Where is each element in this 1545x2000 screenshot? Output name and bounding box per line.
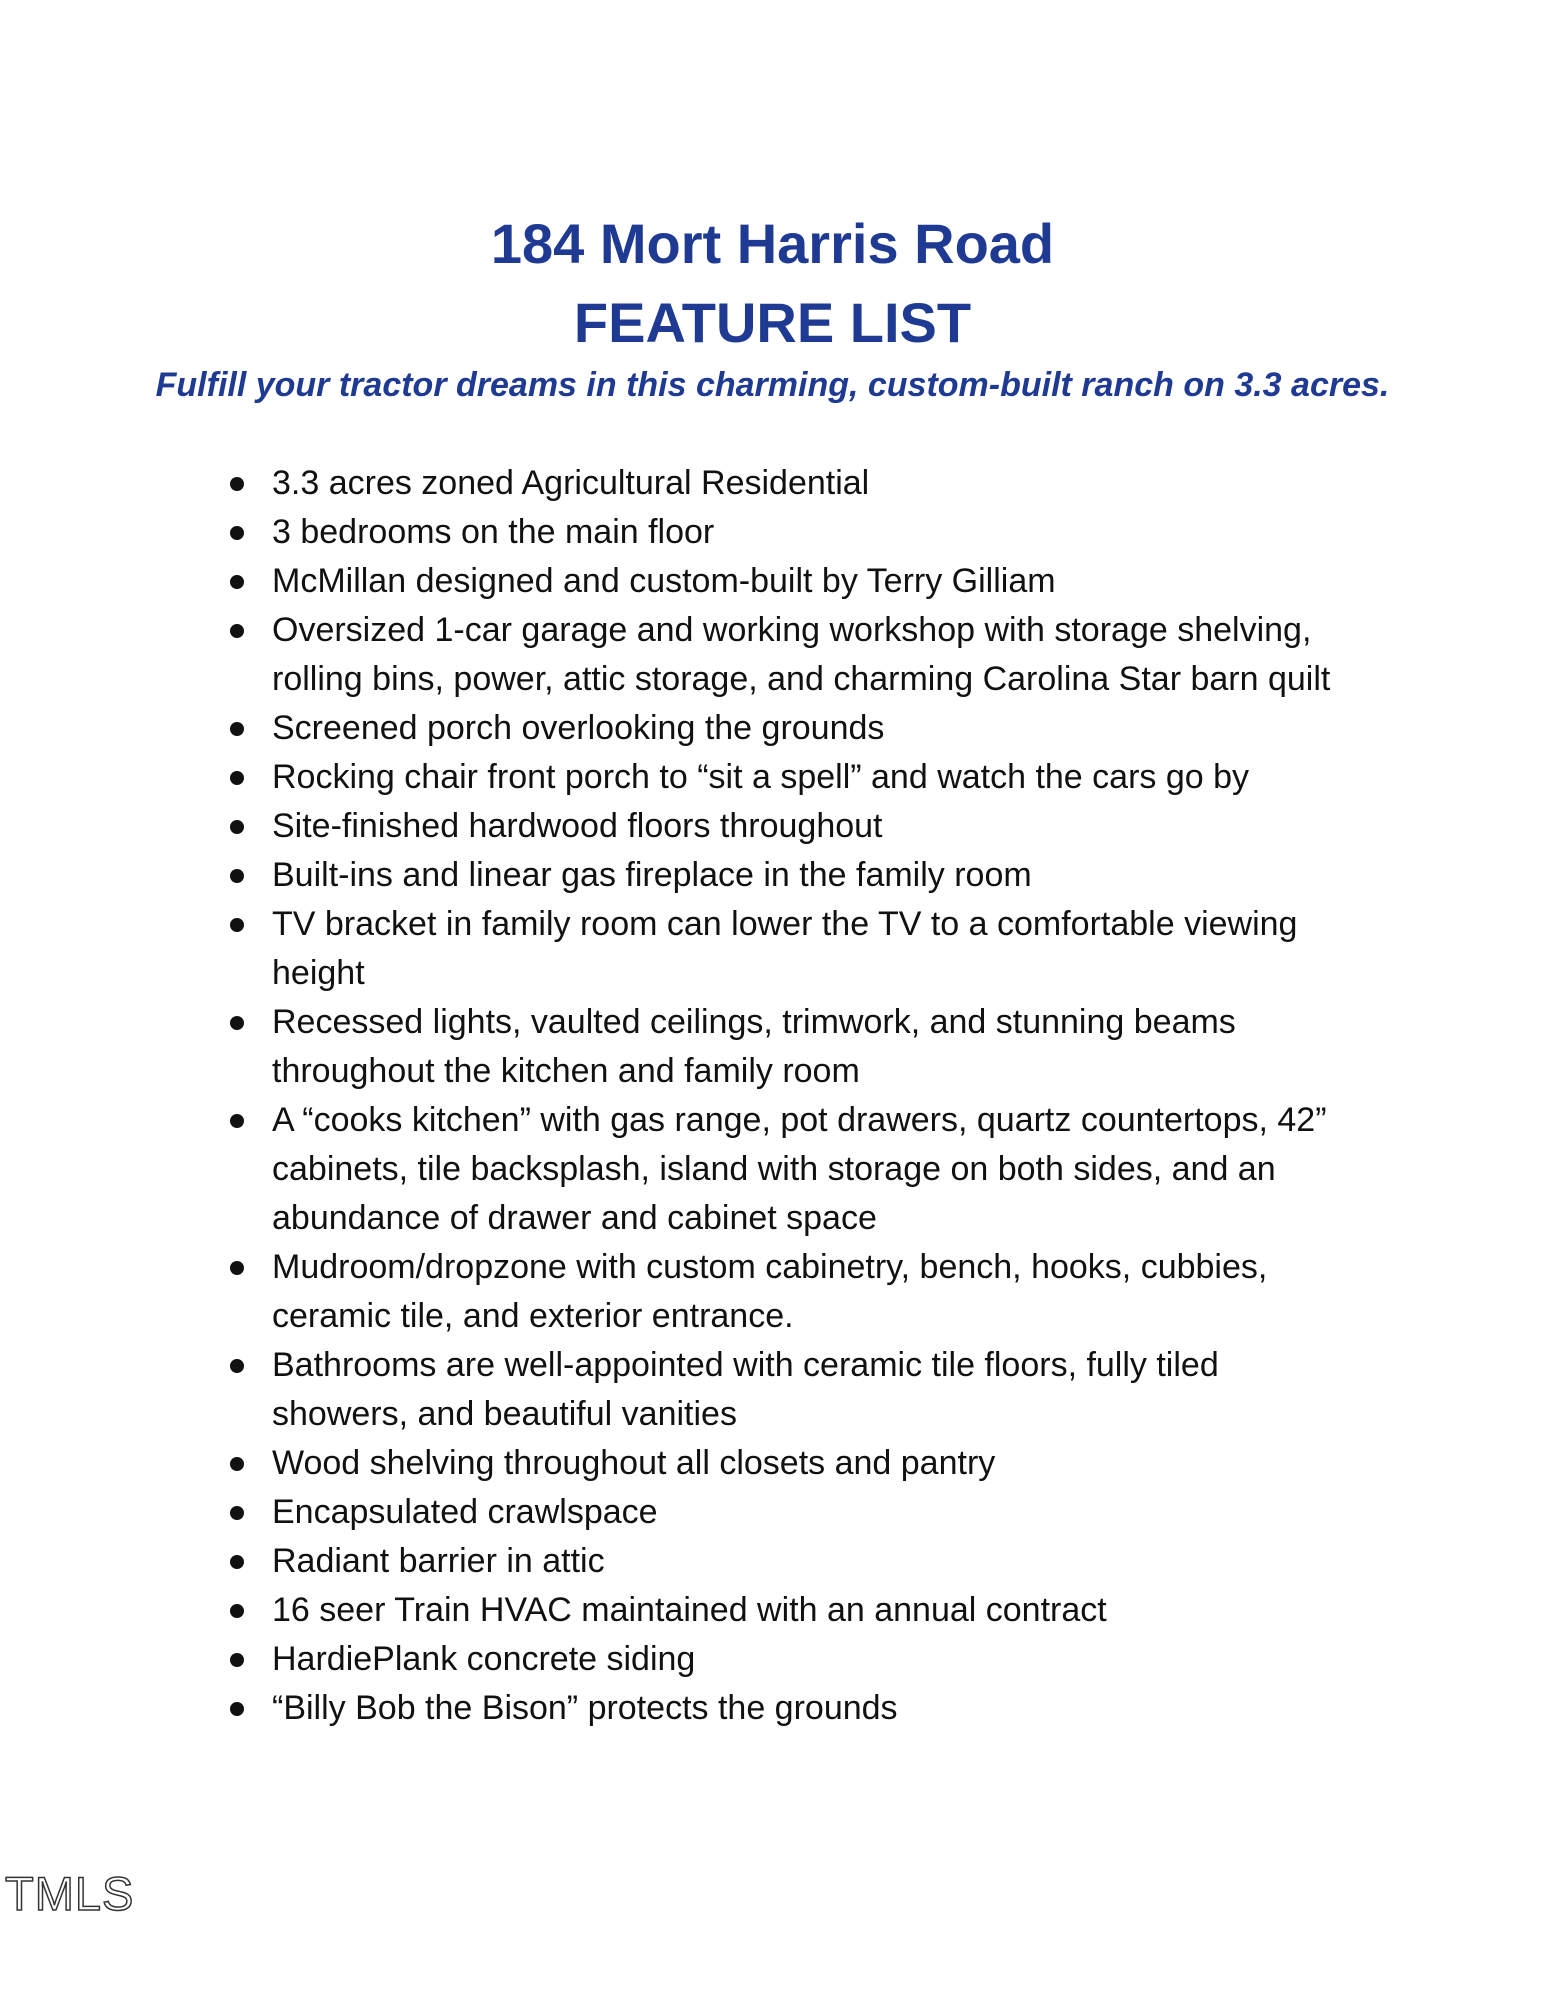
feature-text: Site-finished hardwood floors throughout bbox=[272, 807, 883, 845]
property-address-title: 184 Mort Harris Road bbox=[490, 212, 1055, 275]
list-item bbox=[228, 1488, 1363, 1537]
list-item bbox=[228, 1537, 1363, 1586]
list-item bbox=[228, 606, 1363, 704]
bullet-icon bbox=[228, 704, 272, 753]
watermark-text: TMLS bbox=[5, 1868, 135, 1918]
feature-text: Oversized 1-car garage and working workshop with storage shelving, rolling bins, power, attic storage, and charming Carolina Star barn quilt bbox=[272, 611, 1331, 698]
feature-text: Rocking chair front porch to “sit a spell” and watch the cars go by bbox=[272, 758, 1250, 796]
bullet-icon bbox=[228, 459, 272, 508]
list-item bbox=[228, 1096, 1363, 1243]
bullet-icon bbox=[228, 1096, 272, 1145]
feature-text: Radiant barrier in attic bbox=[272, 1542, 605, 1580]
bullet-icon bbox=[228, 1537, 272, 1586]
property-tagline: Fulfill your tractor dreams in this charming, custom-built ranch on 3.3 acres. bbox=[155, 366, 1390, 404]
list-item bbox=[228, 851, 1363, 900]
feature-list-heading: FEATURE LIST bbox=[573, 291, 972, 354]
bullet-icon bbox=[228, 1439, 272, 1488]
feature-text: TV bracket in family room can lower the TV to a comfortable viewing height bbox=[272, 905, 1298, 992]
list-item bbox=[228, 802, 1363, 851]
bullet-icon bbox=[228, 508, 272, 557]
feature-text: A “cooks kitchen” with gas range, pot drawers, quartz countertops, 42” cabinets, tile backsplash, island with storage on both sides, and an abundance of drawer and cabinet space bbox=[272, 1101, 1327, 1237]
feature-text: Wood shelving throughout all closets and pantry bbox=[272, 1444, 996, 1482]
list-item bbox=[228, 704, 1363, 753]
list-item bbox=[228, 1684, 1363, 1733]
feature-text: Screened porch overlooking the grounds bbox=[272, 709, 885, 747]
list-item bbox=[228, 459, 1363, 508]
list-item bbox=[228, 900, 1363, 998]
bullet-icon bbox=[228, 802, 272, 851]
list-item bbox=[228, 753, 1363, 802]
feature-text: 16 seer Train HVAC maintained with an annual contract bbox=[272, 1591, 1107, 1629]
bullet-icon bbox=[228, 557, 272, 606]
list-item bbox=[228, 1243, 1363, 1341]
feature-list bbox=[228, 459, 1363, 1733]
feature-text: Bathrooms are well-appointed with ceramic tile floors, fully tiled showers, and beautiful vanities bbox=[272, 1346, 1219, 1433]
bullet-icon bbox=[228, 753, 272, 802]
bullet-icon bbox=[228, 1488, 272, 1537]
bullet-icon bbox=[228, 1635, 272, 1684]
bullet-icon bbox=[228, 1684, 272, 1733]
bullet-icon bbox=[228, 900, 272, 949]
bullet-icon bbox=[228, 1586, 272, 1635]
tmls-watermark-logo bbox=[5, 1868, 155, 1918]
feature-text: Built-ins and linear gas fireplace in the family room bbox=[272, 856, 1032, 894]
list-item bbox=[228, 508, 1363, 557]
feature-text: HardiePlank concrete siding bbox=[272, 1640, 696, 1678]
list-item bbox=[228, 998, 1363, 1096]
bullet-icon bbox=[228, 851, 272, 900]
feature-text: McMillan designed and custom-built by Terry Gilliam bbox=[272, 562, 1056, 600]
bullet-icon bbox=[228, 998, 272, 1047]
feature-text: Encapsulated crawlspace bbox=[272, 1493, 658, 1531]
feature-text: 3.3 acres zoned Agricultural Residential bbox=[272, 464, 870, 502]
feature-text: Mudroom/dropzone with custom cabinetry, bench, hooks, cubbies, ceramic tile, and exterior entrance. bbox=[272, 1248, 1268, 1335]
feature-text: 3 bedrooms on the main floor bbox=[272, 513, 715, 551]
feature-text: “Billy Bob the Bison” protects the grounds bbox=[272, 1689, 898, 1727]
list-item bbox=[228, 1439, 1363, 1488]
bullet-icon bbox=[228, 1341, 272, 1390]
feature-text: Recessed lights, vaulted ceilings, trimwork, and stunning beams throughout the kitchen and family room bbox=[272, 1003, 1236, 1090]
list-item bbox=[228, 1586, 1363, 1635]
list-item bbox=[228, 1635, 1363, 1684]
bullet-icon bbox=[228, 1243, 272, 1292]
list-item bbox=[228, 557, 1363, 606]
list-item bbox=[228, 1341, 1363, 1439]
bullet-icon bbox=[228, 606, 272, 655]
